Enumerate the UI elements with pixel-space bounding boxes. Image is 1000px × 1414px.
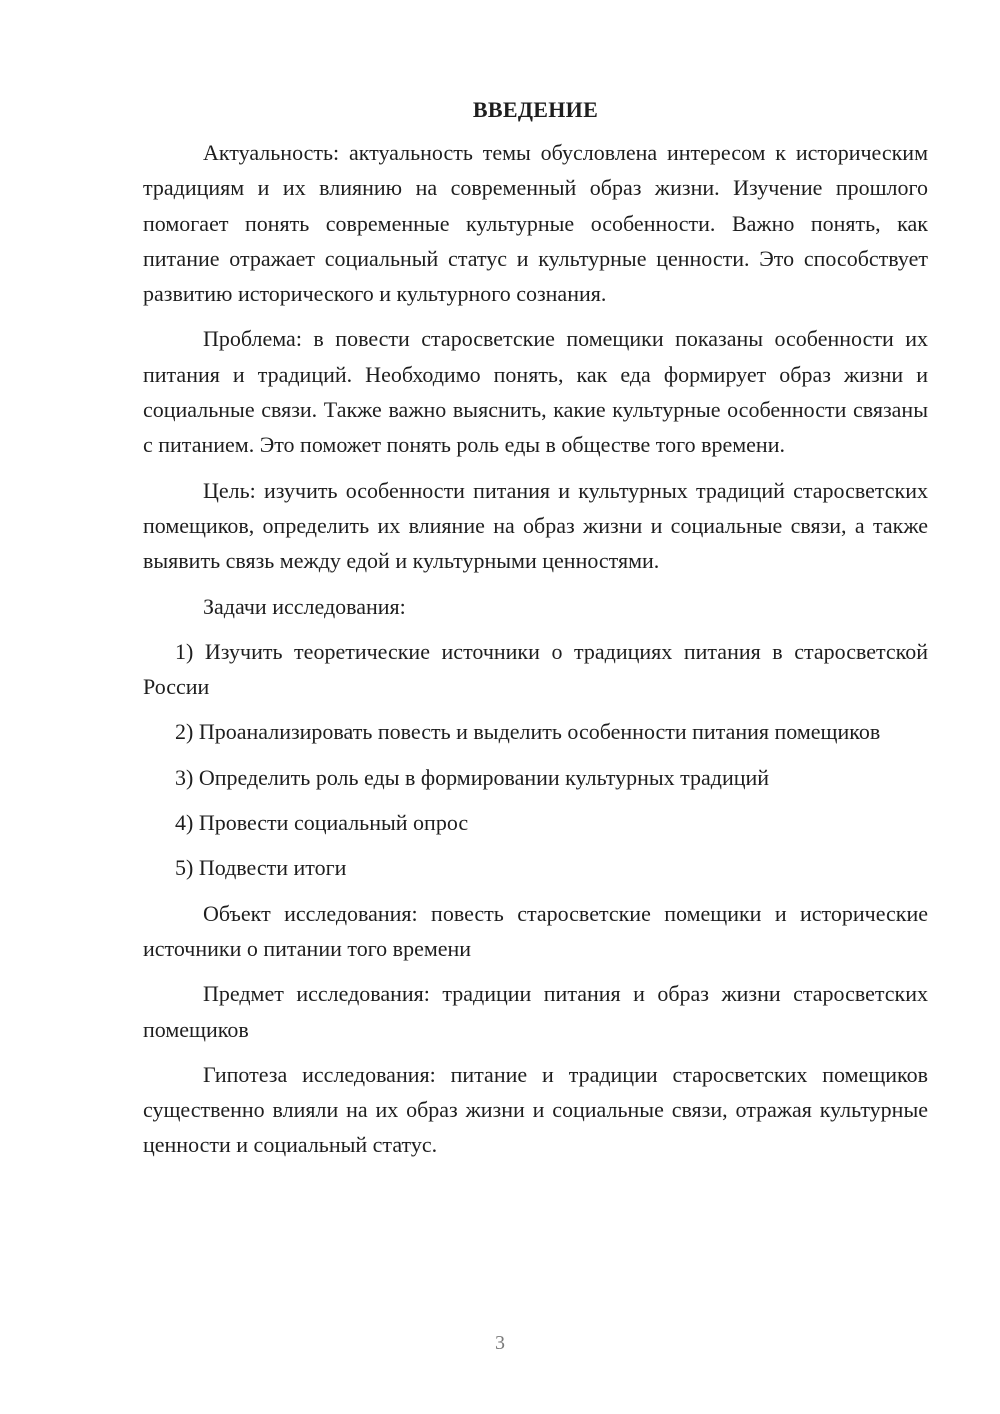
- tasks-heading: Задачи исследования:: [203, 593, 406, 619]
- page-number: 3: [495, 1332, 505, 1354]
- page-title: ВВЕДЕНИЕ: [472, 97, 599, 122]
- task-item-1: 1) Изучить теоретические источники о традициях питания в старосветской России: [143, 638, 928, 700]
- object-paragraph: Объект исследования: повесть старосветские помещики и исторические источники о питании того времени: [143, 900, 928, 961]
- task-item-2: 2) Проанализировать повесть и выделить особенности питания помещиков: [175, 719, 881, 745]
- relevance-paragraph: Актуальность: актуальность темы обусловлена интересом к историческим традициям и их влиянию на современный образ жизни. Изучение прошлого помогает понять современные культурные особенности. Важно понять, как питание отражает социальный статус и культурные ценности. Это способствует развитию исторического и культурного сознания.: [143, 140, 928, 307]
- subject-paragraph: Предмет исследования: традиции питания и образ жизни старосветских помещиков: [143, 981, 928, 1042]
- document-page: [143, 92, 928, 1163]
- task-item-4: 4) Провести социальный опрос: [175, 810, 469, 836]
- hypothesis-paragraph: Гипотеза исследования: питание и традиции старосветских помещиков существенно влияли на их образ жизни и социальные связи, отражая культурные ценности и социальный статус.: [143, 1061, 928, 1158]
- task-item-5: 5) Подвести итоги: [175, 855, 347, 881]
- goal-paragraph: Цель: изучить особенности питания и культурных традиций старосветских помещиков, определить их влияние на образ жизни и социальные связи, а также выявить связь между едой и культурными ценностями.: [143, 477, 928, 574]
- task-item-3: 3) Определить роль еды в формировании культурных традиций: [175, 764, 770, 790]
- problem-paragraph: Проблема: в повести старосветские помещики показаны особенности их питания и традиций. Необходимо понять, как еда формирует образ жизни и социальные связи. Также важно выяснить, какие культурные особенности связаны с питанием. Это поможет понять роль еды в обществе того времени.: [143, 326, 928, 458]
